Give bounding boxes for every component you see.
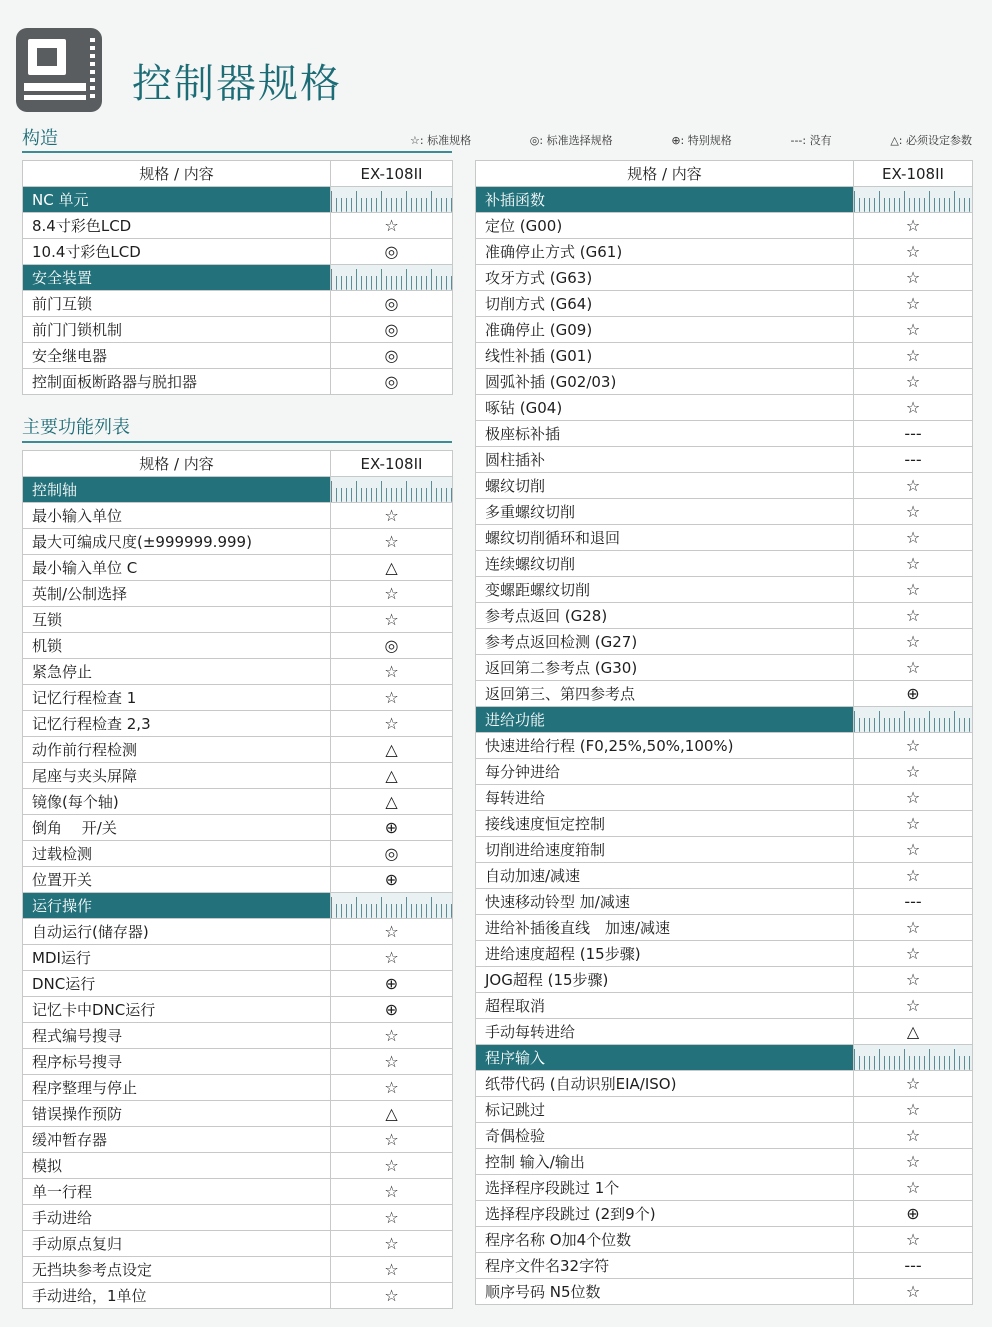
spec-label: 多重螺纹切削 [476, 499, 854, 525]
section-divider [22, 151, 452, 153]
table-row [23, 685, 453, 711]
table-row [23, 607, 453, 633]
spec-label: 镜像(每个轴) [23, 789, 331, 815]
spec-label: 程序名称 O加4个位数 [476, 1227, 854, 1253]
table-row [476, 525, 973, 551]
table-row [476, 213, 973, 239]
table-row [23, 343, 453, 369]
spec-label: 单一行程 [23, 1179, 331, 1205]
spec-label: 控制面板断路器与脱扣器 [23, 369, 331, 395]
functions-table-right [475, 160, 973, 1305]
spec-value: ☆ [854, 993, 973, 1019]
spec-value: ◎ [331, 291, 453, 317]
spec-label: 错误操作预防 [23, 1101, 331, 1127]
table-row [476, 629, 973, 655]
table-row [476, 863, 973, 889]
spec-label: 攻牙方式 (G63) [476, 265, 854, 291]
table-row [23, 867, 453, 893]
table-row [23, 841, 453, 867]
spec-label: 快速进给行程 (F0,25%,50%,100%) [476, 733, 854, 759]
spec-label: 位置开关 [23, 867, 331, 893]
spec-label: 标记跳过 [476, 1097, 854, 1123]
spec-value: --- [854, 1253, 973, 1279]
legend-special: ⊕: 特别规格 [671, 134, 732, 147]
spec-value: ☆ [854, 317, 973, 343]
table-row [476, 317, 973, 343]
table-row [476, 967, 973, 993]
category-label: 控制轴 [23, 477, 331, 503]
spec-value: ☆ [854, 395, 973, 421]
spec-label: 自动运行(储存器) [23, 919, 331, 945]
table-row [23, 503, 453, 529]
controller-logo-icon [16, 28, 102, 112]
spec-value: ⊕ [854, 681, 973, 707]
spec-label: 进给速度超程 (15步骤) [476, 941, 854, 967]
spec-label: 倒角 开/关 [23, 815, 331, 841]
column-header-model: EX-108II [331, 451, 453, 477]
column-header-item: 规格 / 内容 [476, 161, 854, 187]
table-row [476, 265, 973, 291]
table-row [476, 291, 973, 317]
ruler-decoration [331, 187, 453, 213]
table-row [476, 603, 973, 629]
spec-label: 极座标补插 [476, 421, 854, 447]
category-row [23, 187, 453, 213]
spec-label: 记忆行程检查 1 [23, 685, 331, 711]
table-row [476, 915, 973, 941]
table-row [476, 993, 973, 1019]
category-row [23, 477, 453, 503]
ruler-decoration [854, 187, 973, 213]
column-header-item: 规格 / 内容 [23, 161, 331, 187]
spec-label: 安全继电器 [23, 343, 331, 369]
spec-label: 过载检测 [23, 841, 331, 867]
spec-label: 8.4寸彩色LCD [23, 213, 331, 239]
table-row [476, 577, 973, 603]
legend-none: ---: 没有 [790, 134, 832, 147]
table-row [476, 1201, 973, 1227]
spec-label: 机锁 [23, 633, 331, 659]
section-title-functions: 主要功能列表 [22, 417, 130, 438]
spec-value: ☆ [854, 1071, 973, 1097]
spec-label: 连续螺纹切削 [476, 551, 854, 577]
spec-value: ☆ [331, 1127, 453, 1153]
table-row [476, 239, 973, 265]
spec-label: 选择程序段跳过 (2到9个) [476, 1201, 854, 1227]
table-row [476, 941, 973, 967]
spec-label: 最小输入单位 [23, 503, 331, 529]
spec-value: ☆ [331, 1075, 453, 1101]
spec-value: ☆ [331, 1179, 453, 1205]
table-row [23, 1049, 453, 1075]
table-row [476, 681, 973, 707]
spec-label: 手动进给 [23, 1205, 331, 1231]
spec-value: △ [331, 555, 453, 581]
spec-value: ☆ [854, 1123, 973, 1149]
table-row [23, 239, 453, 265]
spec-label: 最小输入单位 C [23, 555, 331, 581]
table-row [476, 759, 973, 785]
spec-label: DNC运行 [23, 971, 331, 997]
table-row [476, 837, 973, 863]
spec-label: 模拟 [23, 1153, 331, 1179]
page-title: 控制器规格 [132, 61, 342, 107]
spec-label: 快速移动铃型 加/减速 [476, 889, 854, 915]
spec-value: ☆ [854, 759, 973, 785]
spec-label: 手动进给，1单位 [23, 1283, 331, 1309]
spec-value: ☆ [854, 655, 973, 681]
legend-required: △: 必须设定参数 [890, 134, 972, 147]
column-header-model: EX-108II [854, 161, 973, 187]
spec-label: 手动原点复归 [23, 1231, 331, 1257]
table-row [23, 737, 453, 763]
spec-value: ☆ [854, 1097, 973, 1123]
structure-table [22, 160, 453, 395]
spec-value: ☆ [331, 1257, 453, 1283]
spec-value: △ [331, 763, 453, 789]
table-row [23, 369, 453, 395]
category-label: NC 单元 [23, 187, 331, 213]
spec-value: ☆ [854, 1175, 973, 1201]
spec-value: ☆ [854, 915, 973, 941]
spec-label: 圆柱插补 [476, 447, 854, 473]
spec-value: ☆ [854, 369, 973, 395]
ruler-decoration [331, 477, 453, 503]
spec-value: ☆ [854, 473, 973, 499]
spec-value: --- [854, 421, 973, 447]
spec-label: 圆弧补插 (G02/03) [476, 369, 854, 395]
spec-label: 超程取消 [476, 993, 854, 1019]
table-row [23, 763, 453, 789]
table-row [23, 213, 453, 239]
spec-label: 切削方式 (G64) [476, 291, 854, 317]
table-row [23, 1127, 453, 1153]
legend [410, 132, 972, 148]
spec-value: ☆ [854, 837, 973, 863]
category-label: 进给功能 [476, 707, 854, 733]
spec-value: ◎ [331, 343, 453, 369]
spec-value: ☆ [854, 603, 973, 629]
ruler-decoration [331, 893, 453, 919]
spec-label: 无挡块参考点设定 [23, 1257, 331, 1283]
spec-label: 控制 输入/输出 [476, 1149, 854, 1175]
spec-label: 进给补插後直线 加速/减速 [476, 915, 854, 941]
spec-value: ☆ [854, 265, 973, 291]
spec-value: ☆ [331, 945, 453, 971]
spec-value: ◎ [331, 633, 453, 659]
ruler-decoration [854, 707, 973, 733]
spec-label: 纸带代码 (自动识别EIA/ISO) [476, 1071, 854, 1097]
spec-value: ☆ [331, 503, 453, 529]
table-row [23, 1205, 453, 1231]
spec-label: 缓冲暂存器 [23, 1127, 331, 1153]
spec-label: 记忆卡中DNC运行 [23, 997, 331, 1023]
table-row [476, 473, 973, 499]
spec-value: ☆ [854, 343, 973, 369]
category-row [476, 1045, 973, 1071]
spec-value: ☆ [331, 1205, 453, 1231]
table-row [476, 343, 973, 369]
table-row [476, 447, 973, 473]
ruler-decoration [331, 265, 453, 291]
spec-label: 程序整理与停止 [23, 1075, 331, 1101]
spec-value: ☆ [854, 239, 973, 265]
table-row [23, 945, 453, 971]
spec-value: ☆ [331, 581, 453, 607]
spec-label: 每分钟进给 [476, 759, 854, 785]
spec-label: JOG超程 (15步骤) [476, 967, 854, 993]
table-row [23, 1101, 453, 1127]
spec-label: 程序文件名32字符 [476, 1253, 854, 1279]
spec-value: ☆ [854, 941, 973, 967]
section-divider [22, 441, 452, 443]
spec-value: ☆ [331, 1153, 453, 1179]
table-row [23, 1023, 453, 1049]
table-row [476, 785, 973, 811]
spec-label: MDI运行 [23, 945, 331, 971]
spec-label: 螺纹切削循环和退回 [476, 525, 854, 551]
table-row [476, 1227, 973, 1253]
table-row [23, 815, 453, 841]
spec-value: ☆ [331, 1049, 453, 1075]
spec-value: ⊕ [331, 971, 453, 997]
spec-label: 紧急停止 [23, 659, 331, 685]
spec-label: 返回第三、第四参考点 [476, 681, 854, 707]
spec-label: 参考点返回 (G28) [476, 603, 854, 629]
spec-value: ☆ [854, 291, 973, 317]
spec-label: 线性补插 (G01) [476, 343, 854, 369]
spec-label: 英制/公制选择 [23, 581, 331, 607]
table-row [23, 971, 453, 997]
spec-value: ◎ [331, 841, 453, 867]
table-row [23, 633, 453, 659]
spec-value: ◎ [331, 239, 453, 265]
spec-label: 尾座与夹头屏障 [23, 763, 331, 789]
spec-value: △ [331, 737, 453, 763]
spec-label: 顺序号码 N5位数 [476, 1279, 854, 1305]
category-row [476, 187, 973, 213]
legend-optional: ◎: 标准选择规格 [529, 134, 613, 147]
spec-label: 记忆行程检查 2,3 [23, 711, 331, 737]
table-row [23, 581, 453, 607]
spec-value: ☆ [854, 525, 973, 551]
category-label: 补插函数 [476, 187, 854, 213]
spec-value: ☆ [331, 607, 453, 633]
spec-value: ☆ [854, 967, 973, 993]
table-row [476, 421, 973, 447]
legend-standard: ☆: 标准规格 [410, 134, 472, 147]
spec-value: △ [331, 789, 453, 815]
table-row [23, 1179, 453, 1205]
spec-label: 前门门锁机制 [23, 317, 331, 343]
table-row [23, 1283, 453, 1309]
spec-value: ☆ [854, 577, 973, 603]
spec-value: ⊕ [331, 867, 453, 893]
spec-value: ☆ [331, 685, 453, 711]
spec-label: 每转进给 [476, 785, 854, 811]
table-row [476, 655, 973, 681]
spec-value: ☆ [854, 1227, 973, 1253]
spec-label: 定位 (G00) [476, 213, 854, 239]
spec-value: ☆ [331, 1283, 453, 1309]
table-row [476, 395, 973, 421]
table-row [23, 317, 453, 343]
category-label: 运行操作 [23, 893, 331, 919]
table-row [23, 1231, 453, 1257]
spec-label: 动作前行程检测 [23, 737, 331, 763]
spec-value: --- [854, 889, 973, 915]
spec-label: 程序标号搜寻 [23, 1049, 331, 1075]
category-row [476, 707, 973, 733]
spec-value: ⊕ [854, 1201, 973, 1227]
spec-label: 切削进给速度箝制 [476, 837, 854, 863]
table-row [476, 369, 973, 395]
table-row [476, 1279, 973, 1305]
table-row [23, 1075, 453, 1101]
spec-value: ☆ [854, 213, 973, 239]
category-row [23, 265, 453, 291]
spec-value: △ [331, 1101, 453, 1127]
spec-label: 返回第二参考点 (G30) [476, 655, 854, 681]
category-label: 安全装置 [23, 265, 331, 291]
table-row [23, 997, 453, 1023]
section-title-structure: 构造 [22, 128, 58, 149]
spec-label: 手动每转进给 [476, 1019, 854, 1045]
category-label: 程序输入 [476, 1045, 854, 1071]
table-row [476, 1149, 973, 1175]
spec-value: ◎ [331, 317, 453, 343]
column-header-model: EX-108II [331, 161, 453, 187]
spec-value: ☆ [854, 499, 973, 525]
spec-value: ☆ [331, 529, 453, 555]
spec-value: ☆ [854, 1279, 973, 1305]
spec-value: ☆ [854, 629, 973, 655]
table-row [476, 499, 973, 525]
table-row [476, 1175, 973, 1201]
spec-value: △ [854, 1019, 973, 1045]
category-row [23, 893, 453, 919]
spec-value: ⊕ [331, 997, 453, 1023]
table-row [23, 529, 453, 555]
table-row [23, 1153, 453, 1179]
spec-value: ☆ [331, 1231, 453, 1257]
table-row [23, 711, 453, 737]
spec-label: 准确停止方式 (G61) [476, 239, 854, 265]
spec-value: --- [854, 447, 973, 473]
table-row [476, 1019, 973, 1045]
spec-value: ☆ [854, 551, 973, 577]
spec-value: ☆ [331, 919, 453, 945]
spec-value: ☆ [854, 785, 973, 811]
spec-label: 选择程序段跳过 1个 [476, 1175, 854, 1201]
spec-label: 10.4寸彩色LCD [23, 239, 331, 265]
table-row [476, 1123, 973, 1149]
spec-label: 参考点返回检测 (G27) [476, 629, 854, 655]
table-row [23, 1257, 453, 1283]
spec-label: 奇偶检验 [476, 1123, 854, 1149]
table-row [476, 811, 973, 837]
spec-value: ☆ [854, 811, 973, 837]
spec-label: 前门互锁 [23, 291, 331, 317]
spec-label: 最大可编成尺度(±999999.999) [23, 529, 331, 555]
table-row [23, 789, 453, 815]
table-row [476, 733, 973, 759]
spec-value: ◎ [331, 369, 453, 395]
functions-table-left [22, 450, 453, 1309]
spec-value: ☆ [331, 213, 453, 239]
ruler-decoration [854, 1045, 973, 1071]
spec-label: 准确停止 (G09) [476, 317, 854, 343]
table-row [476, 889, 973, 915]
spec-label: 自动加速/减速 [476, 863, 854, 889]
table-row [476, 1253, 973, 1279]
spec-value: ⊕ [331, 815, 453, 841]
spec-label: 啄钻 (G04) [476, 395, 854, 421]
table-row [476, 1071, 973, 1097]
column-header-item: 规格 / 内容 [23, 451, 331, 477]
spec-value: ☆ [331, 659, 453, 685]
spec-label: 变螺距螺纹切削 [476, 577, 854, 603]
table-row [23, 659, 453, 685]
spec-value: ☆ [854, 733, 973, 759]
table-row [23, 291, 453, 317]
spec-value: ☆ [854, 1149, 973, 1175]
table-row [23, 555, 453, 581]
table-row [476, 1097, 973, 1123]
spec-value: ☆ [331, 711, 453, 737]
spec-label: 程式编号搜寻 [23, 1023, 331, 1049]
table-row [476, 551, 973, 577]
table-row [23, 919, 453, 945]
spec-value: ☆ [331, 1023, 453, 1049]
spec-label: 互锁 [23, 607, 331, 633]
spec-value: ☆ [854, 863, 973, 889]
spec-label: 螺纹切削 [476, 473, 854, 499]
spec-label: 接线速度恒定控制 [476, 811, 854, 837]
